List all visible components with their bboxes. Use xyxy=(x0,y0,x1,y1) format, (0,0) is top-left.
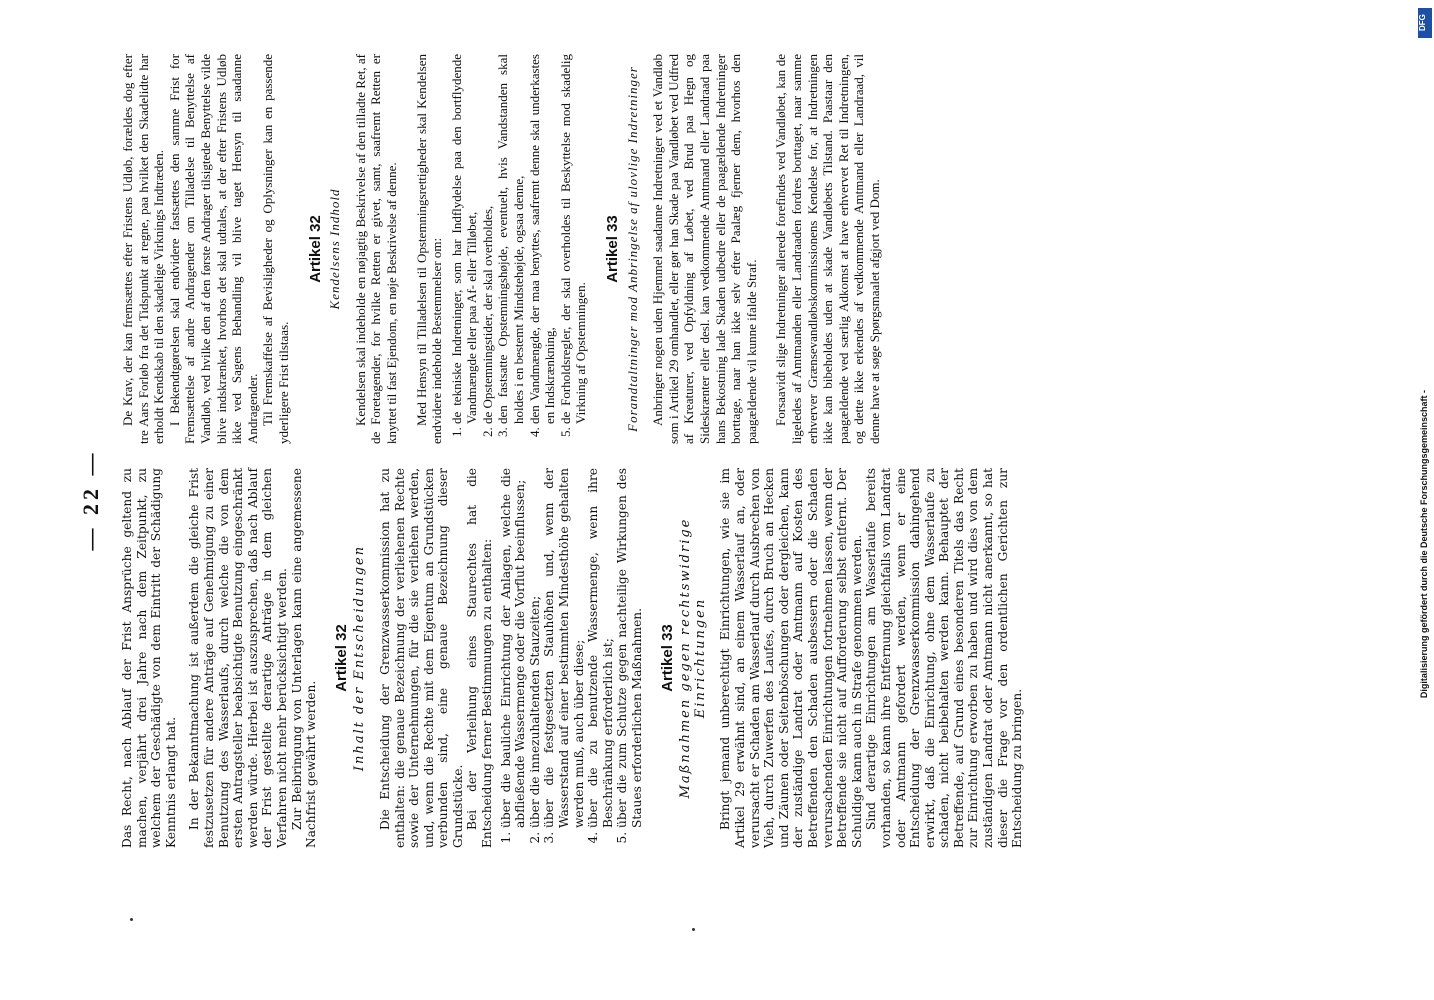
danish-article-33-heading: Artikel 33 xyxy=(604,215,622,283)
german-list xyxy=(499,468,645,848)
danish-article-32-subheading: Kendelsens Indhold xyxy=(327,188,343,310)
danish-paragraph: Forsaavidt slige Indretninger allerede forefindes ved Vandløbet, kan de ligeledes af Amtmanden eller Landraaden fordres borttaget, naar samme erhverver Grænsevandløbskommissionens Kendelse for, at Indretningen ikke kan bibeholdes uden at skade Vandløbets Tilstand. Paastaar den paagældende ved særlig Adkomst at have erhvervet Ret til Indretningen, og dette ikke erkendes af vedkommende Amtmand eller Landraad, vil denne have at søge Spørgsmaalet afgjort ved Dom. xyxy=(773,54,882,444)
german-article-33-subheading: Maßnahmen gegen rechtswidrige Einrichtungen xyxy=(678,517,708,799)
list-item: 1. über die bauliche Einrichtung der Anlagen, welche die abfließende Wassermenge oder die Vorflut beeinflussen; xyxy=(499,468,528,828)
danish-article-33-subheading: Forandtaltninger mod Anbringelse af ulovlige Indretninger xyxy=(624,66,640,432)
german-paragraph: In der Bekanntmachung ist außerdem die gleiche Frist festzusetzen für andere Anträge auf Genehmigung zu einer Benutzung des Wasserlaufs, durch welche die von dem ersten Antragsteller beabsichtigte Benutzung eingeschränkt werden würde. Hierbei ist auszusprechen, daß nach Ablauf der Frist gestellte derartige Anträge in dem gleichen Verfahren nicht mehr berücksichtigt werden. xyxy=(187,468,289,848)
list-item: 3. über die festgesetzten Stauhöhen und, wenn der Wasserstand auf einer bestimmten Mindesthöhe gehalten werden muß, auch über diese; xyxy=(542,468,586,828)
danish-paragraph: Kendelsen skal indeholde en nøjagtig Beskrivelse af den tilladte Ret, af de Foretagender, for hvilke Retten er givet, samt, saafremt Retten er knyttet til fast Ejendom, en nøje Beskrivelse af denne. xyxy=(352,54,399,444)
german-paragraph: Bringt jemand unberechtigt Einrichtungen, wie sie im Artikel 29 erwähnt sind, an einem Wasserlauf an, oder verursacht er Schaden am Wasserlauf durch Ausbrechen von Vieh, durch Zuwerfen des Laufes, durch Bruch an Hecken und Zäunen oder Seitenböschungen oder dergleichen, kann der zuständige Landrat oder Amtmann auf Kosten des Betreffenden den Schaden ausbessern oder die Schaden verursachenden Einrichtungen fortnehmen lassen, wenn der Betreffende sie nicht auf Aufforderung selbst entfernt. Der Schuldige kann auch in Strafe genommen werden. xyxy=(718,468,864,848)
german-paragraph: Die Entscheidung der Grenzwasserkommission hat zu enthalten: die genaue Bezeichnung der verliehenen Rechte sowie der Unternehmungen, für die sie verliehen werden, und, wenn die Rechte mit dem Eigentum an Grundstücken verbunden sind, eine genaue Bezeichnung dieser Grundstücke. xyxy=(377,468,465,848)
german-paragraph: Bei der Verleihung eines Staurechtes hat die Entscheidung ferner Bestimmungen zu enthalten: xyxy=(465,468,495,848)
dfg-logo: DFG xyxy=(1418,8,1432,38)
page-number: — 22 — xyxy=(78,449,103,551)
list-item: 2. de Opstemningstider, der skal overholdes, xyxy=(480,54,496,424)
list-item: 4. den Vandmængde, der maa benyttes, saafremt denne skal underkastes en Indskrænkning, xyxy=(527,54,558,424)
list-item: 4. über die zu benutzende Wassermenge, wenn ihre Beschränkung erforderlich ist; xyxy=(586,468,615,828)
german-article-33-heading: Artikel 33 xyxy=(658,624,676,692)
list-item: 1. de tekniske Indretninger, som har Indflydelse paa den bortflydende Vandmængde eller paa Af- eller Tilløbet, xyxy=(449,54,480,424)
danish-paragraph: Anbringer nogen uden Hjemmel saadanne Indretninger ved et Vandløb som i Artikel 29 omhandlet, eller gør han Skade paa Vandløbet ved Udfred af Kreaturer, ved Opfyldning af Løbet, ved Brud paa Hegn og Sideskrænter eller desl. kan vedkommende Amtmand eller Landraad paa hans Bekostning lade Skaden udbedre eller de paagældende Indretninger borttage, naar han ikke selv efter Paalæg fjerner dem, hvorhos den paagældende vil kunne ifalde Straf. xyxy=(650,54,759,444)
digitization-sidebar xyxy=(1418,0,1434,1000)
danish-list xyxy=(449,54,589,444)
list-item: 3. den fastsatte Opstemningshøjde, eventuelt, hvis Vandstanden skal holdes i en bestemt Mindstehøjde, ogsaa denne, xyxy=(495,54,526,424)
digitization-notice: Digitalisierung gefördert durch die Deutsche Forschungsgemeinschaft - xyxy=(1419,390,1429,699)
danish-column xyxy=(120,54,883,444)
danish-article-32-heading: Artikel 32 xyxy=(306,215,324,283)
list-item: 5. über die zum Schutze gegen nachteilige Wirkungen des Staues erforderlichen Maßnahmen. xyxy=(615,468,644,828)
german-paragraph: Sind derartige Einrichtungen am Wasserlaufe bereits vorhanden, so kann ihre Entfernung gleichfalls vom Landrat oder Amtmann gefordert werden, wenn er eine Entscheidung der Grenzwasserkommission dahingehend erwirkt, daß die Einrichtung, ohne dem Wasserlaufe zu schaden, nicht beibehalten werden kann. Behauptet der Betreffende, auf Grund eines besonderen Titels das Recht zur Einrichtung erworben zu haben und wird dies von dem zuständigen Landrat oder Amtmann nicht anerkannt, so hat dieser die Frage vor den ordentlichen Gerichten zur Entscheidung zu bringen. xyxy=(864,468,1025,848)
scan-speck xyxy=(692,928,695,931)
danish-paragraph: Med Hensyn til Tilladelsen til Opstemningsrettigheder skal Kendelsen endvidere indeholde Bestemmelser om: xyxy=(413,54,445,444)
danish-paragraph: De Krav, der kan fremsættes efter Fristens Udløb, forældes dog efter tre Aars Forløb fra det Tidspunkt at regne, paa hvilket den Skadelidte har erholdt Kendskab til den skadelige Virknings Indtræden. xyxy=(120,54,167,444)
list-item: 5. de Forholdsregler, der skal overholdes til Beskyttelse mod skadelig Virkning af Opstemningen. xyxy=(558,54,589,424)
scan-speck xyxy=(130,918,133,921)
german-column xyxy=(120,468,1025,848)
german-article-32-subheading: Inhalt der Entscheidungen xyxy=(352,544,368,772)
danish-paragraph: Til Fremskaffelse af Bevisligheder og Oplysninger kan en passende yderligere Frist tilstaas. xyxy=(260,54,291,444)
german-paragraph: Zur Beibringung von Unterlagen kann eine angemessene Nachfrist gewährt werden. xyxy=(289,468,319,848)
german-paragraph: Das Recht, nach Ablauf der Frist Ansprüche geltend zu machen, verjährt drei Jahre nach dem Zeitpunkt, zu welchem der Geschädigte von dem Eintritt der Schädigung Kenntnis erlangt hat. xyxy=(120,468,178,848)
danish-paragraph: I Bekendtgørelsen skal endvidere fastsættes den samme Frist for Fremsættelse af andre Andragender om Tilladelse til Benyttelse af Vandløb, ved hvilke den af den første Andrager tilsigtede Benyttelse vilde blive indskrænket, hvorhos det skal udtales, at der efter Fristens Udløb ikke ved Sagens Behandling vil blive taget Hensyn til saadanne Andragender. xyxy=(166,54,260,444)
german-article-32-heading: Artikel 32 xyxy=(332,624,350,692)
list-item: 2. über die innezuhaltenden Stauzeiten; xyxy=(528,468,543,828)
